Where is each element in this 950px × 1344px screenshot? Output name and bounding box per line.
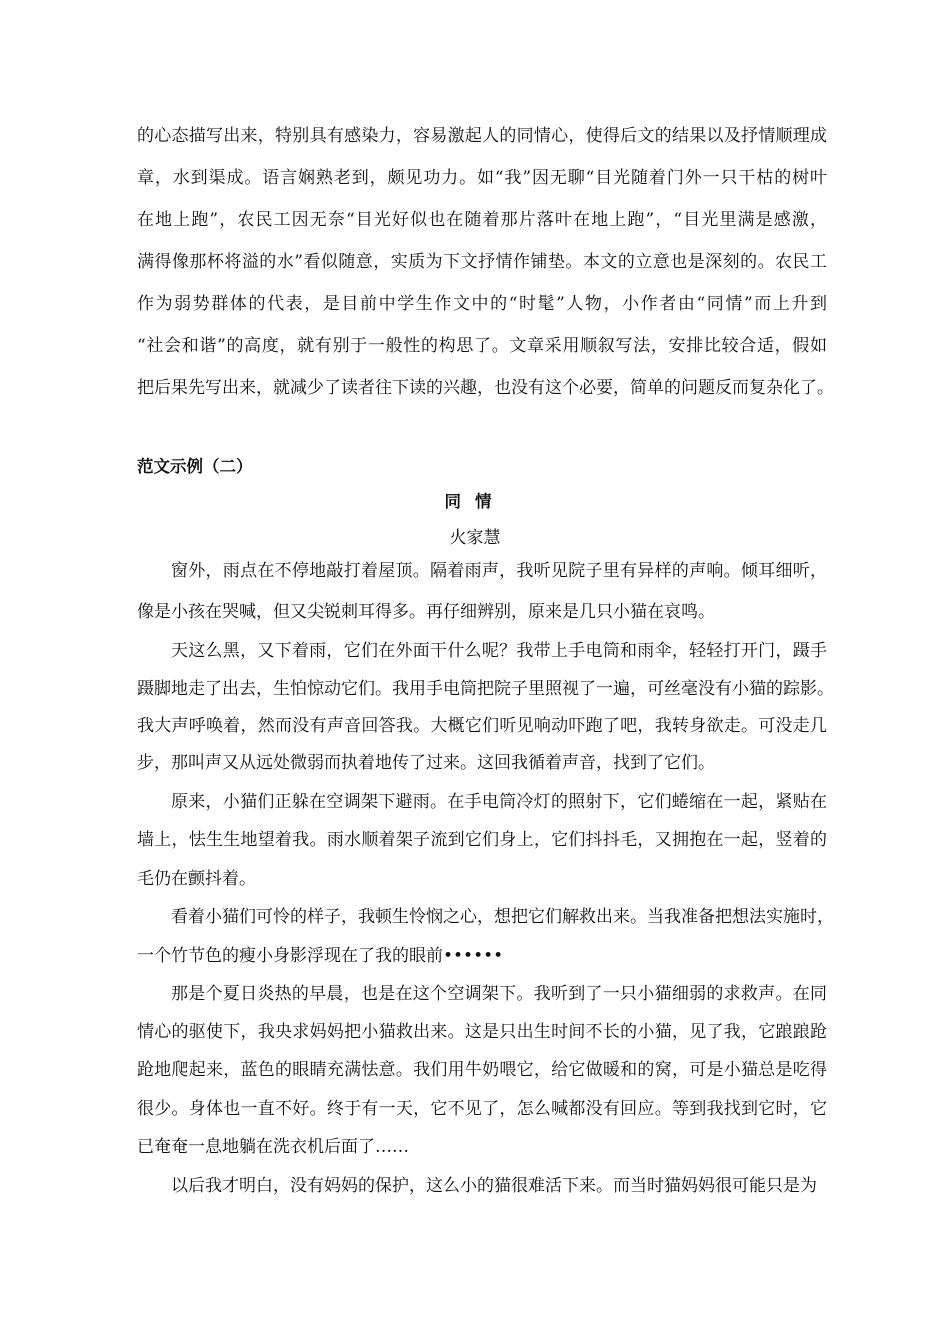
essay-line: 我大声呼唤着，然而没有声音回答我。大概它们听见响动吓跑了吧，我转身欲走。可没走几	[137, 716, 827, 736]
essay-line: 那是个夏日炎热的早晨，也是在这个空调架下。我听到了一只小猫细弱的求救声。在同	[171, 984, 827, 1004]
commentary-line: 满得像那杯将溢的水”看似随意，实质为下文抒情作铺垫。本文的立意也是深刻的。农民工	[137, 252, 827, 272]
essay-line: 窗外，雨点在不停地敲打着屋顶。隔着雨声，我听见院子里有异样的声响。倾耳细听，	[171, 561, 827, 581]
essay-author: 火家慧	[449, 528, 501, 548]
essay-line: 跄地爬起来，蓝色的眼睛充满怯意。我们用牛奶喂它，给它做暖和的窝，可是小猫总是吃得	[137, 1060, 827, 1080]
essay-line: 一个竹节色的瘦小身影浮现在了我的眼前••••••	[137, 946, 504, 966]
essay-line: 以后我才明白，没有妈妈的保护，这么小的猫很难活下来。而当时猫妈妈很可能只是为	[171, 1176, 817, 1196]
essay-line: 墙上，怯生生地望着我。雨水顺着架子流到它们身上，它们抖抖毛，又拥抱在一起，竖着的	[137, 830, 827, 850]
essay-body	[137, 560, 834, 1220]
essay-line: 步，那叫声又从远处微弱而执着地传了过来。这回我循着声音，找到了它们。	[137, 753, 715, 773]
essay-title: 同情	[444, 492, 506, 511]
essay-line: 蹑脚地走了出去，生怕惊动它们。我用手电筒把院子里照视了一遍，可丝毫没有小猫的踪影。	[137, 679, 834, 699]
commentary-line: 作为弱势群体的代表，是目前中学生作文中的“时髦”人物，小作者由“同情”而上升到	[137, 294, 827, 314]
commentary-line: 把后果先写出来，就减少了读者往下读的兴趣，也没有这个必要，简单的问题反而复杂化了。	[137, 378, 834, 398]
commentary-line: 在地上跑”，农民工因无奈“目光好似也在随着那片落叶在地上跑”，“目光里满是感激，	[137, 210, 827, 230]
essay-line: 情心的驱使下，我央求妈妈把小猫救出来。这是只出生时间不长的小猫，见了我，它踉踉跄	[137, 1022, 827, 1042]
section-heading: 范文示例（二）	[137, 457, 253, 476]
commentary-line: “社会和谐”的高度，就有别于一般性的构思了。文章采用顺叙写法，安排比较合适，假如	[137, 336, 827, 356]
commentary-line: 的心态描写出来，特别具有感染力，容易激起人的同情心，使得后文的结果以及抒情顺理成	[137, 126, 827, 146]
commentary-paragraph	[137, 125, 834, 405]
commentary-line: 章，水到渠成。语言娴熟老到，颇见功力。如“我”因无聊“目光随着门外一只干枯的树叶	[137, 168, 827, 188]
essay-line: 看着小猫们可怜的样子，我顿生怜悯之心，想把它们解救出来。当我准备把想法实施时，	[171, 907, 834, 927]
essay-line: 已奄奄一息地躺在洗衣机后面了……	[137, 1137, 409, 1157]
essay-line: 毛仍在颤抖着。	[137, 869, 256, 889]
essay-line: 很少。身体也一直不好。终于有一天，它不见了，怎么喊都没有回应。等到我找到它时，它	[137, 1099, 827, 1119]
essay-line: 天这么黑，又下着雨，它们在外面干什么呢？我带上手电筒和雨伞，轻轻打开门，蹑手	[171, 641, 827, 661]
essay-line: 像是小孩在哭喊，但又尖锐刺耳得多。再仔细辨别，原来是几只小猫在哀鸣。	[137, 602, 715, 622]
essay-line: 原来，小猫们正躲在空调架下避雨。在手电筒冷灯的照射下，它们蜷缩在一起，紧贴在	[171, 792, 827, 812]
